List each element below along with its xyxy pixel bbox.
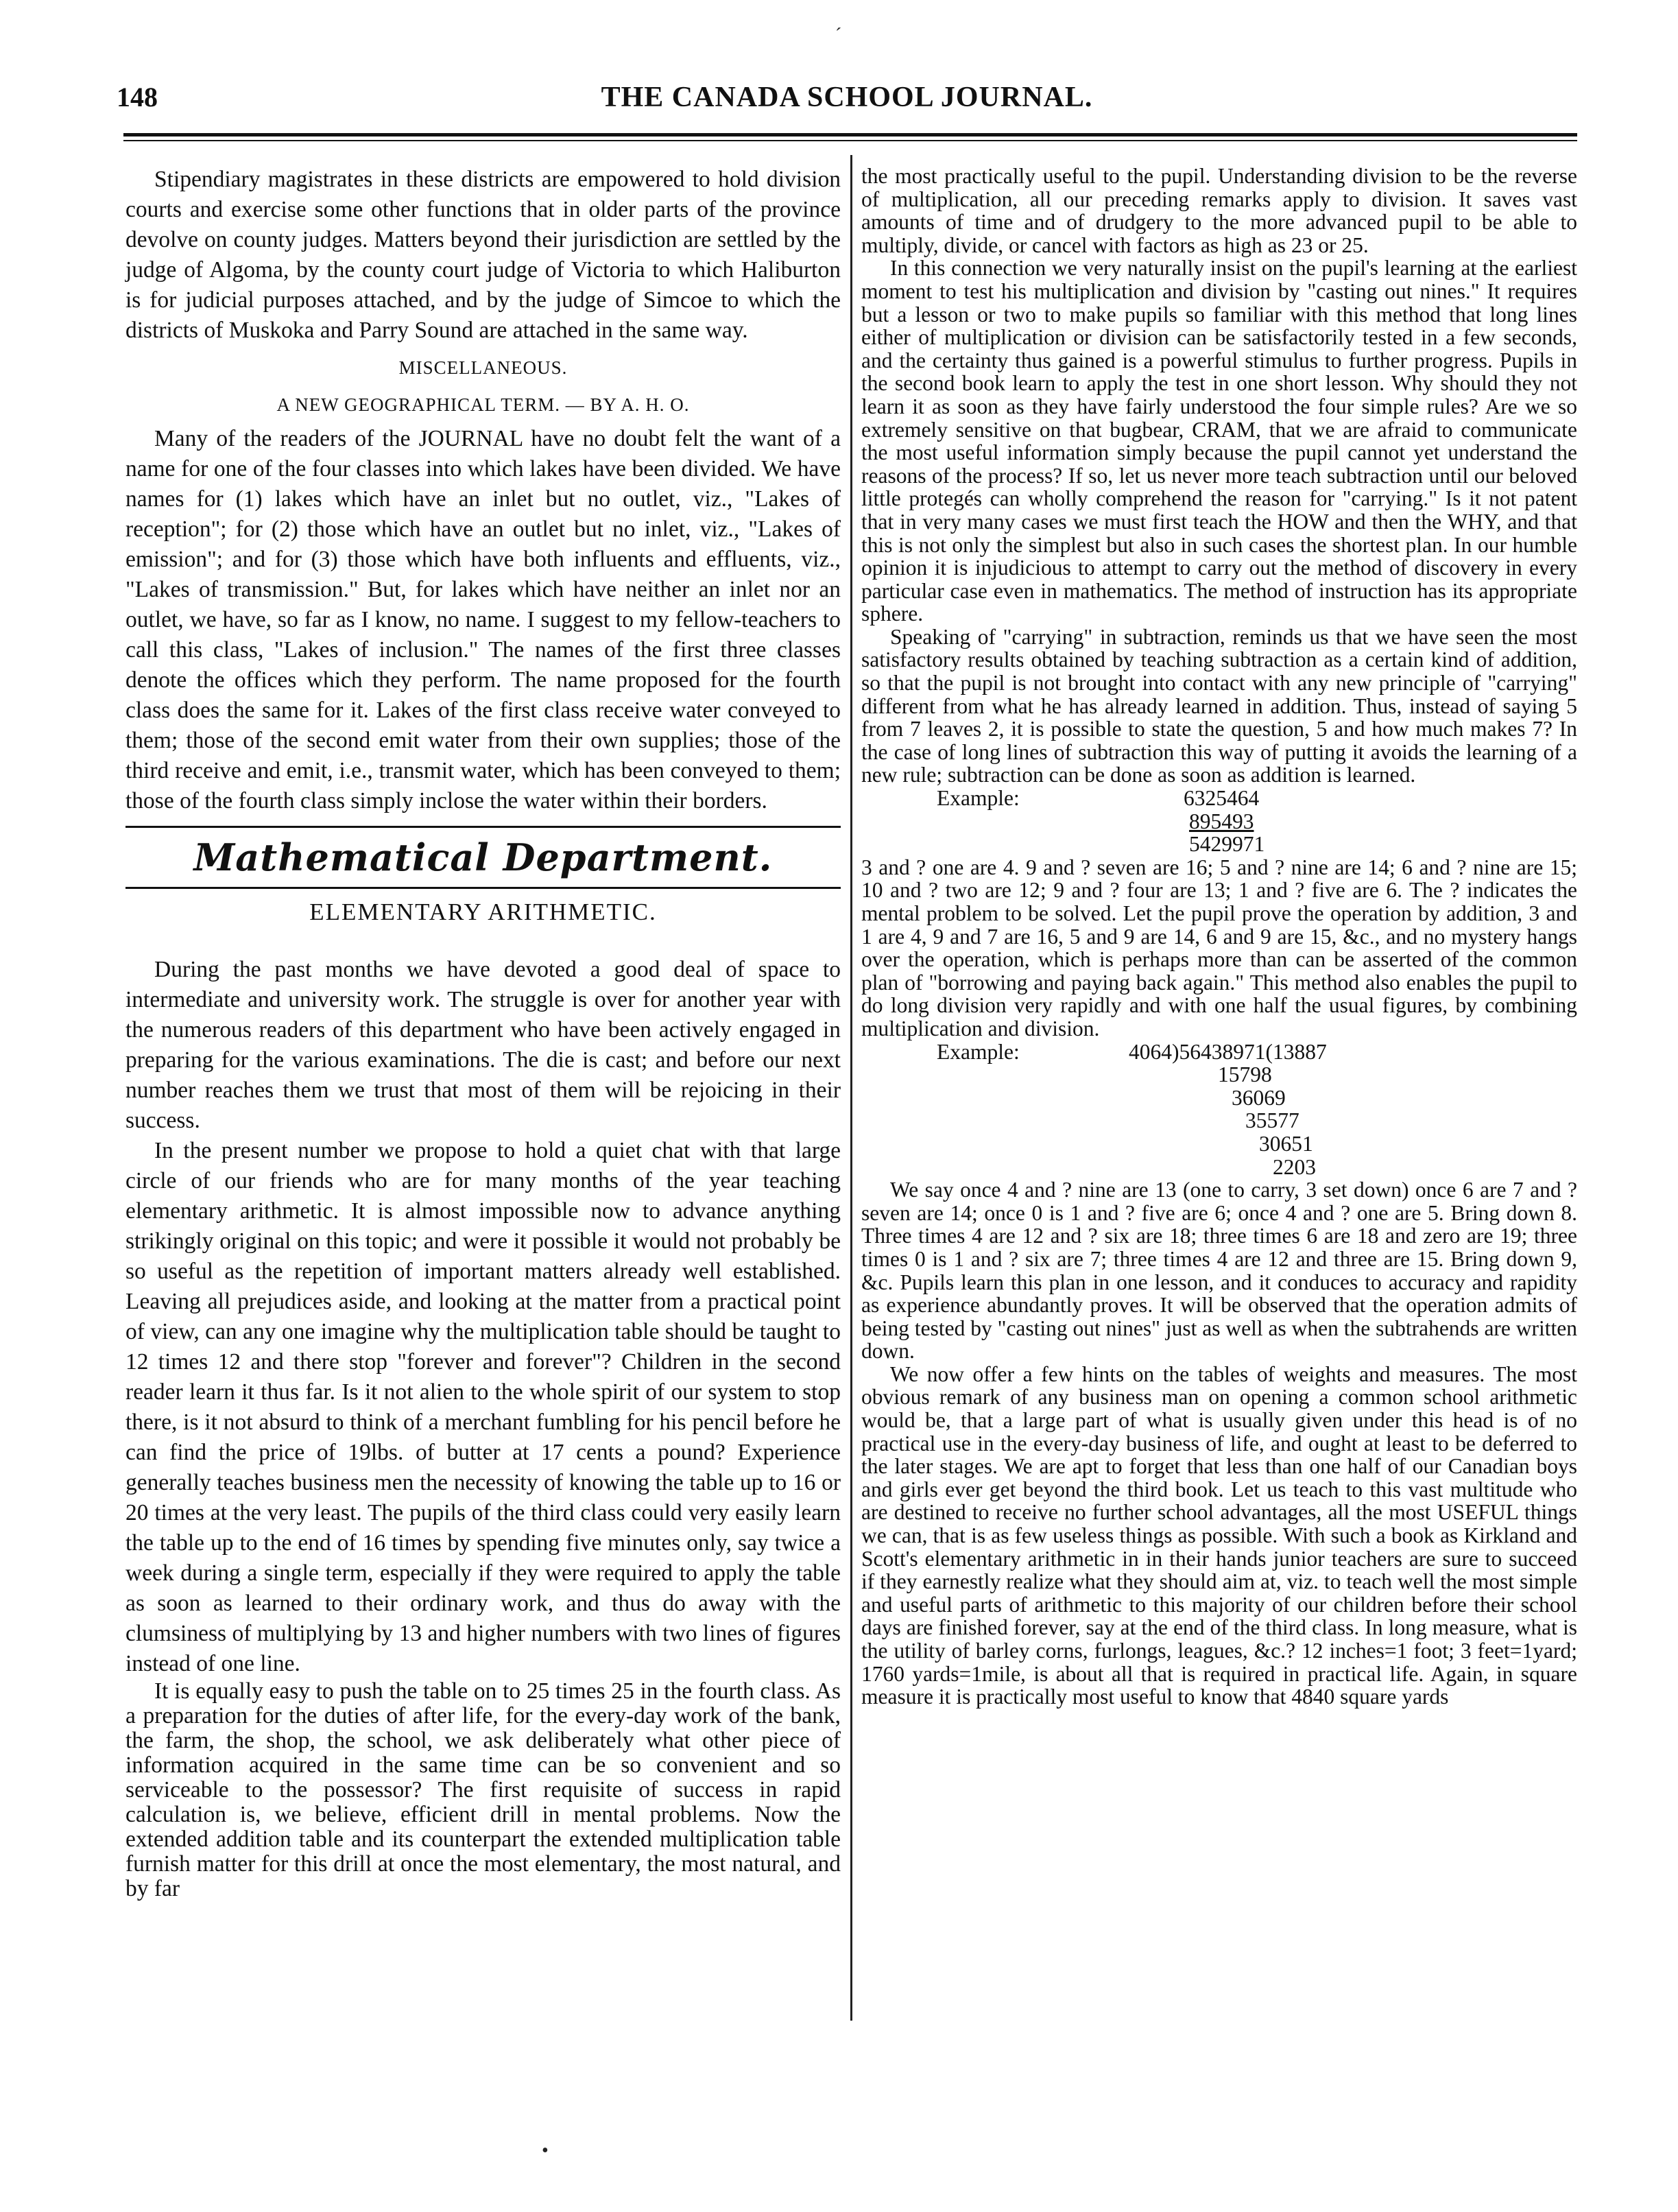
division-explanation-paragraph: We say once 4 and ? nine are 13 (one to carry, 3 set down) once 6 are 7 and ? seven are 14; once 0 is 1 and ? five are 6; once 4 and ? one are 5. Bring down 8. Three times 4 are 12 and ? six are 18; three times 6 are 18 and zero are 19; three times 0 is 1 and ? six are 7; three times 4 are 12 and three are 15. Bring down 9, &c. Pupils learn this plan in one lesson, and it conduces to accuracy and rapidity as experience abundantly proves. It will be observed that the operation admits of being tested by "casting out nines" just as well as when the subtrahends are written down. <box>861 1178 1577 1364</box>
left-column <box>125 165 841 1901</box>
journal-title: THE CANADA SCHOOL JOURNAL. <box>601 82 1093 113</box>
stray-ink-mark: ˊ <box>835 25 842 46</box>
department-title: Mathematical Department. <box>193 835 773 879</box>
page-number: 148 <box>117 82 158 112</box>
casting-out-nines-paragraph: In this connection we very naturally insist on the pupil's learning at the earliest moment to test his multiplication and division by "casting out nines." It requires but a lesson or two to make pupils so familiar with this method that long lines either of multiplication or division can be satisfactorily tested in a few seconds, and the certainty thus gained is a powerful stimulus to further progress. Pupils in the second book learn to apply the test in one short lesson. Why should they not learn it as soon as they have fairly understood the four simple rules? Are we so extremely sensitive on that bugbear, CRAM, that we are afraid to communicate the most useful information simply because the pupil cannot yet understand the reasons of the process? If so, let us never more teach subtraction until our beloved little protegés can wholly comprehend the reason for "carrying." Is it not patent that in very many cases we must first teach the HOW and then the WHY, and that this is not only the simplest but also in such cases the shortest plan. In our humble opinion it is injudicious to attempt to carry out the method of discovery in every particular case even in mathematics. The method of instruction has its appropriate sphere. <box>861 256 1577 626</box>
right-column <box>861 165 1577 1709</box>
stipendiary-paragraph: Stipendiary magistrates in these districts are empowered to hold division courts and exercise some other functions that in older parts of the province devolve on county judges. Matters beyond their jurisdiction are settled by the judge of Algoma, by the county court judge of Victoria to which Haliburton is for judicial purposes attached, and by the judge of Simcoe to which the districts of Muskoka and Parry Sound are attached in the same way. <box>125 167 841 343</box>
example-line: 15798 <box>1218 1062 1272 1087</box>
stray-ink-mark: • <box>542 2140 549 2161</box>
department-rule-bottom <box>125 887 841 889</box>
example-figures <box>1081 1040 1577 1179</box>
miscellaneous-heading: MISCELLANEOUS. <box>398 357 568 378</box>
subtraction-explanation-paragraph: 3 and ? one are 4. 9 and ? seven are 16; 5 and ? nine are 14; 6 and ? nine are 15; 10 and ? two are 12; 9 and ? four are 13; 1 and ? five are 6. The ? indicates the mental problem to be solved. Let the pupil prove the operation by addition, 3 and 1 are 4, 9 and 7 are 16, 5 and 9 are 14, 6 and 9 are 15, &c., and no mystery hangs over the operation, which is perhaps more than can be asserted of the common plan of "borrowing and paying back again." This method also enables the pupil to do long division very rapidly and with one half the usual figures, by combining multiplication and division. <box>861 855 1577 1040</box>
department-banner <box>125 826 841 889</box>
header-rule-thick <box>123 133 1577 136</box>
subtraction-example <box>861 787 1577 856</box>
example-line: 895493 <box>1189 809 1254 833</box>
elementary-arithmetic-heading: ELEMENTARY ARITHMETIC. <box>309 899 657 925</box>
continued-paragraph: the most practically useful to the pupil. Understanding division to be the reverse of multiplication, all our preceding remarks apply to division. It saves vast amounts of time and of drudgery to the more advanced pupil to be able to multiply, divide, or cancel with factors as high as 23 or 25. <box>861 164 1577 257</box>
example-line: 2203 <box>1273 1154 1316 1179</box>
example-line: 5429971 <box>1189 832 1265 857</box>
example-line: 36069 <box>1232 1085 1286 1110</box>
example-line: 4064)56438971(13887 <box>1129 1039 1327 1064</box>
department-rule-top <box>125 826 841 828</box>
example-label: Example: <box>937 786 1020 811</box>
arithmetic-paragraph-2: In the present number we propose to hold a quiet chat with that large circle of our friends who are for many months of the year teaching elementary arithmetic. It is almost impossible now to advance anything strikingly original on this topic; and were it possible it would not probably be so useful as the repetition of important matters already well established. Leaving all prejudices aside, and looking at the matter from a practical point of view, can any one imagine why the multiplication table should be taught to 12 times 12 and there stop "forever and forever"? Children in the second reader learn it thus far. Is it not alien to the whole spirit of our system to stop there, is it not absurd to think of a merchant fumbling for his pencil before he can find the price of 19lbs. of butter at 17 cents a pound? Experience generally teaches business men the necessity of knowing the table up to 16 or 20 times at the very least. The pupils of the third class could very easily learn the table up to the end of 16 times by spending five minutes only, say twice a week during a single term, especially if they were required to apply the table as soon as learned to their ordinary work, and thus do away with the clumsiness of multiplying by 13 and higher numbers with two lines of figures instead of one line. <box>125 1138 841 1676</box>
example-line: 35577 <box>1245 1108 1299 1133</box>
article-heading: A NEW GEOGRAPHICAL TERM. — BY A. H. O. <box>276 394 690 415</box>
arithmetic-paragraph-3: It is equally easy to push the table on to 25 times 25 in the fourth class. As a preparation for the duties of after life, for the every-day work of the bank, the farm, the shop, the school, we ask deliberately what other piece of information acquired in the same time can be so convenient and so serviceable to the possessor? The first requisite of success in rapid calculation is, we believe, efficient drill in mental problems. Now the extended addition table and its counterpart the extended multiplication table furnish matter for this drill at once the most elementary, the most natural, and by far <box>125 1678 841 1901</box>
arithmetic-paragraph-1: During the past months we have devoted a good deal of space to intermediate and university work. The struggle is over for another year with the numerous readers of this department who have been actively engaged in preparing for the various examinations. The die is cast; and before our next number reaches them we trust that most of them will be rejoicing in their success. <box>125 957 841 1133</box>
example-line: 30651 <box>1259 1131 1313 1156</box>
example-line: 6325464 <box>1184 786 1260 811</box>
header-rule-thin <box>123 140 1577 141</box>
page-header <box>117 81 1577 122</box>
subtraction-paragraph: Speaking of "carrying" in subtraction, reminds us that we have seen the most satisfactory results obtained by teaching subtraction as a certain kind of addition, so that the pupil is not brought into contact with any new principle of "carrying" different from what he has already learned in addition. Thus, instead of saying 5 from 7 leaves 2, it is possible to state the question, 5 and how much makes 7? In the case of long lines of subtraction this way of putting it avoids the learning of a new rule; subtraction can be done as soon as addition is learned. <box>861 624 1577 787</box>
example-label: Example: <box>937 1039 1020 1064</box>
division-example <box>861 1040 1577 1179</box>
geographical-term-paragraph: Many of the readers of the JOURNAL have no doubt felt the want of a name for one of the four classes into which lakes have been divided. We have names for (1) lakes which have an inlet but no outlet, viz., "Lakes of reception"; for (2) those which have an outlet but no inlet, viz., "Lakes of emission"; and for (3) those which have both influents and effluents, viz., "Lakes of transmission." But, for lakes which have neither an inlet nor an outlet, we have, so far as I know, no name. I suggest to my fellow-teachers to call this class, "Lakes of inclusion." The names of the first three classes denote the offices which they perform. The name proposed for the fourth class does the same for it. Lakes of the first class receive water conveyed to them; those of the second emit water from their own supplies; those of the third receive and emit, i.e., transmit water, which has been conveyed to them; those of the fourth class simply inclose the water within their borders. <box>125 426 841 813</box>
column-divider <box>850 155 852 2021</box>
weights-measures-paragraph: We now offer a few hints on the tables of weights and measures. The most obvious remark of any business man on opening a common school arithmetic would be, that a large part of what is usually given under this head is of no practical use in the every-day business of life, and ought at least to be deferred to the later stages. We are apt to forget that less than one half of our Canadian boys and girls ever get beyond the third book. Let us teach to this vast multitude who are destined to receive no further school advantages, all the most USEFUL things we can, that is as few useless things as possible. With such a book as Kirkland and Scott's elementary arithmetic in in their hands junior teachers are sure to succeed if they earnestly realize what they should aim at, viz. to teach well the most simple and useful parts of arithmetic to this majority of our children before their school days are finished forever, say at the end of the third class. In long measure, what is the utility of barley corns, furlongs, leagues, &c.? 12 inches=1 foot; 3 feet=1yard; 1760 yards=1mile, is about all that is required in practical life. Again, in square measure it is practically most useful to know that 4840 square yards <box>861 1361 1577 1709</box>
example-figures <box>1081 787 1577 856</box>
